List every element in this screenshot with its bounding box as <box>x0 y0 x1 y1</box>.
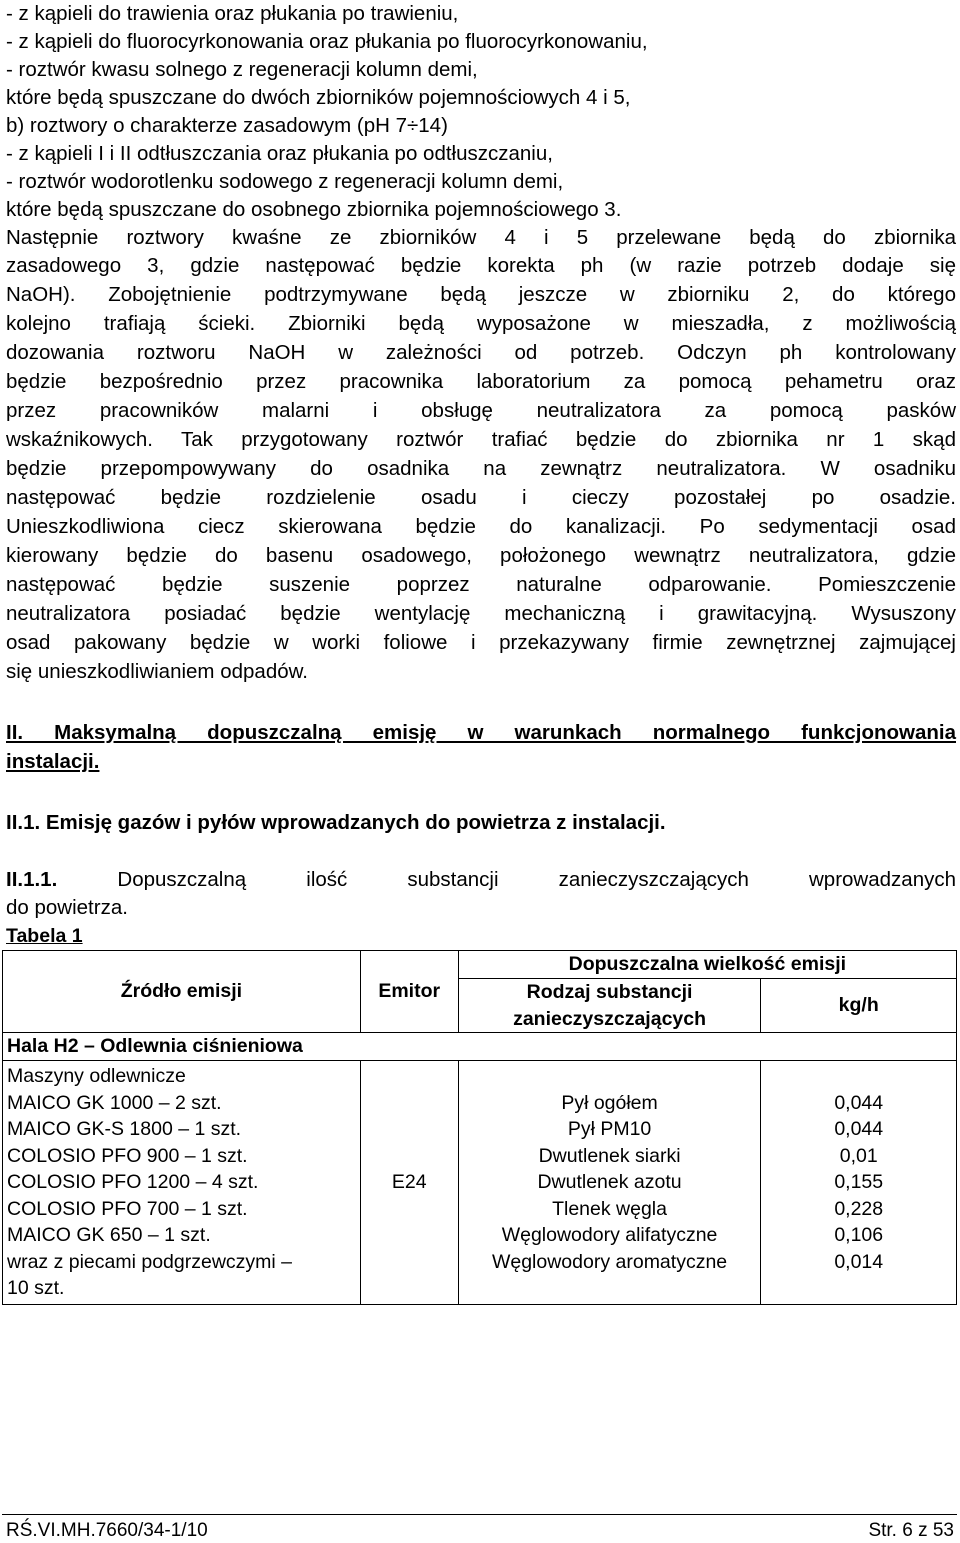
source-item: MAICO GK-S 1800 – 1 szt. <box>7 1118 242 1140</box>
header-allowed-emission: Dopuszczalna wielkość emisji <box>458 951 956 979</box>
value-item: 0,01 <box>839 1144 878 1167</box>
header-substance-type: Rodzaj substancji zanieczyszczających <box>458 979 761 1033</box>
source-item: 10 szt. <box>7 1277 65 1299</box>
substance-item: Węglowodory alifatyczne <box>501 1224 718 1246</box>
paragraph-line: które będą spuszczane do osobnego zbiornika pojemnościowego 3. <box>6 198 622 221</box>
footer-divider <box>2 1514 957 1515</box>
paragraph-line: następować będzie suszenie poprzez naturalne odparowanie. Pomieszczenie <box>6 573 956 596</box>
value-item: 0,044 <box>834 1118 884 1140</box>
paragraph-line: Następnie roztwory kwaśne ze zbiorników 4 i 5 przelewane będą do zbiornika <box>6 226 956 249</box>
section-heading-ii-1: II.1. Emisję gazów i pyłów wprowadzanych do powietrza z instalacji. <box>6 811 666 834</box>
value-item: 0,014 <box>834 1250 884 1273</box>
paragraph-line: wskaźnikowych. Tak przygotowany roztwór trafiać będzie do zbiornika nr 1 skąd <box>6 428 956 451</box>
value-item: 0,106 <box>834 1224 884 1246</box>
section-heading-ii-1-1 <box>6 866 956 894</box>
paragraph-line: - roztwór wodorotlenku sodowego z regeneracji kolumn demi, <box>6 170 564 193</box>
source-item: MAICO GK 1000 – 2 szt. <box>7 1091 222 1114</box>
paragraph-line: które będą spuszczane do dwóch zbiorników pojemnościowych 4 i 5, <box>6 86 631 109</box>
paragraph-line: będzie przepompowywany do osadnika na zewnątrz neutralizatora. W osadniku <box>6 457 956 480</box>
footer-page-number: Str. 6 z 53 <box>868 1520 954 1541</box>
paragraph-line: dozowania roztworu NaOH w zależności od potrzeb. Odczyn ph kontrolowany <box>6 341 956 364</box>
source-list <box>3 1061 361 1305</box>
value-list <box>761 1061 957 1305</box>
section-heading-ii: II. Maksymalną dopuszczalną emisję w warunkach normalnego funkcjonowania <box>6 721 956 744</box>
value-item: 0,044 <box>834 1091 884 1114</box>
source-item: wraz z piecami podgrzewczymi – <box>7 1250 293 1273</box>
paragraph-line: zasadowego 3, gdzie następować będzie korekta ph (w razie potrzeb dodaje się <box>6 254 956 277</box>
paragraph-line: - roztwór kwasu solnego z regeneracji kolumn demi, <box>6 58 478 81</box>
footer-doc-id: RŚ.VI.MH.7660/34-1/10 <box>6 1520 208 1541</box>
table-caption: Tabela 1 <box>6 925 83 947</box>
paragraph-line: kierowany będzie do basenu osadowego, położonego wewnątrz neutralizatora, gdzie <box>6 544 956 567</box>
source-item: COLOSIO PFO 700 – 1 szt. <box>7 1197 248 1220</box>
source-item: MAICO GK 650 – 1 szt. <box>7 1224 211 1246</box>
paragraph-line: się unieszkodliwianiem odpadów. <box>6 660 308 683</box>
source-item: Maszyny odlewnicze <box>7 1065 186 1087</box>
section-heading-ii-cont: instalacji. <box>6 750 100 773</box>
substance-item: Dwutlenek siarki <box>538 1144 681 1167</box>
paragraph-line: b) roztwory o charakterze zasadowym (pH 7÷14) <box>6 114 448 137</box>
header-emitter: Emitor <box>360 951 458 1033</box>
paragraph-line: - z kąpieli I i II odtłuszczania oraz płukania po odtłuszczaniu, <box>6 142 553 165</box>
section-number: II.1.1. <box>6 868 58 891</box>
substance-item: Pył ogółem <box>561 1091 658 1114</box>
paragraph-line: przez pracowników malarni i obsługę neutralizatora za pomocą pasków <box>6 399 956 422</box>
source-item: COLOSIO PFO 1200 – 4 szt. <box>7 1171 259 1193</box>
value-item: 0,155 <box>834 1171 884 1193</box>
header-unit: kg/h <box>761 979 957 1033</box>
section-text: Dopuszczalną ilość substancji zanieczyszczających wprowadzanych <box>117 868 956 891</box>
section-heading-ii-1-1-cont: do powietrza. <box>6 896 128 919</box>
paragraph-line: - z kąpieli do trawienia oraz płukania po trawieniu, <box>6 2 459 25</box>
paragraph-line: - z kąpieli do fluorocyrkonowania oraz płukania po fluorocyrkonowaniu, <box>6 30 648 53</box>
substance-item: Tlenek węgla <box>552 1197 667 1220</box>
substance-item: Węglowodory aromatyczne <box>491 1250 728 1273</box>
substance-list <box>458 1061 761 1305</box>
paragraph-line: będzie bezpośrednio przez pracownika laboratorium za pomocą pehametru oraz <box>6 370 956 393</box>
source-item: COLOSIO PFO 900 – 1 szt. <box>7 1144 248 1167</box>
paragraph-line: NaOH). Zobojętnienie podtrzymywane będą jeszcze w zbiorniku 2, do którego <box>6 283 956 306</box>
paragraph-line: następować będzie rozdzielenie osadu i cieczy pozostałej po osadzie. <box>6 486 956 509</box>
emission-table <box>2 950 957 1305</box>
substance-item: Dwutlenek azotu <box>537 1171 682 1193</box>
substance-item: Pył PM10 <box>567 1118 652 1140</box>
paragraph-line: osad pakowany będzie w worki foliowe i przekazywany firmie zewnętrznej zajmującej <box>6 631 956 654</box>
group-title: Hala H2 – Odlewnia ciśnieniowa <box>3 1033 361 1061</box>
emitter-cell: E24 <box>360 1061 458 1305</box>
value-item: 0,228 <box>834 1197 884 1220</box>
paragraph-line: neutralizatora posiadać będzie wentylację mechaniczną i grawitacyjną. Wysuszony <box>6 602 956 625</box>
paragraph-line: Unieszkodliwiona ciecz skierowana będzie do kanalizacji. Po sedymentacji osad <box>6 515 956 538</box>
paragraph-line: kolejno trafiają ścieki. Zbiorniki będą wyposażone w mieszadła, z możliwością <box>6 312 956 335</box>
header-source: Źródło emisji <box>3 951 361 1033</box>
